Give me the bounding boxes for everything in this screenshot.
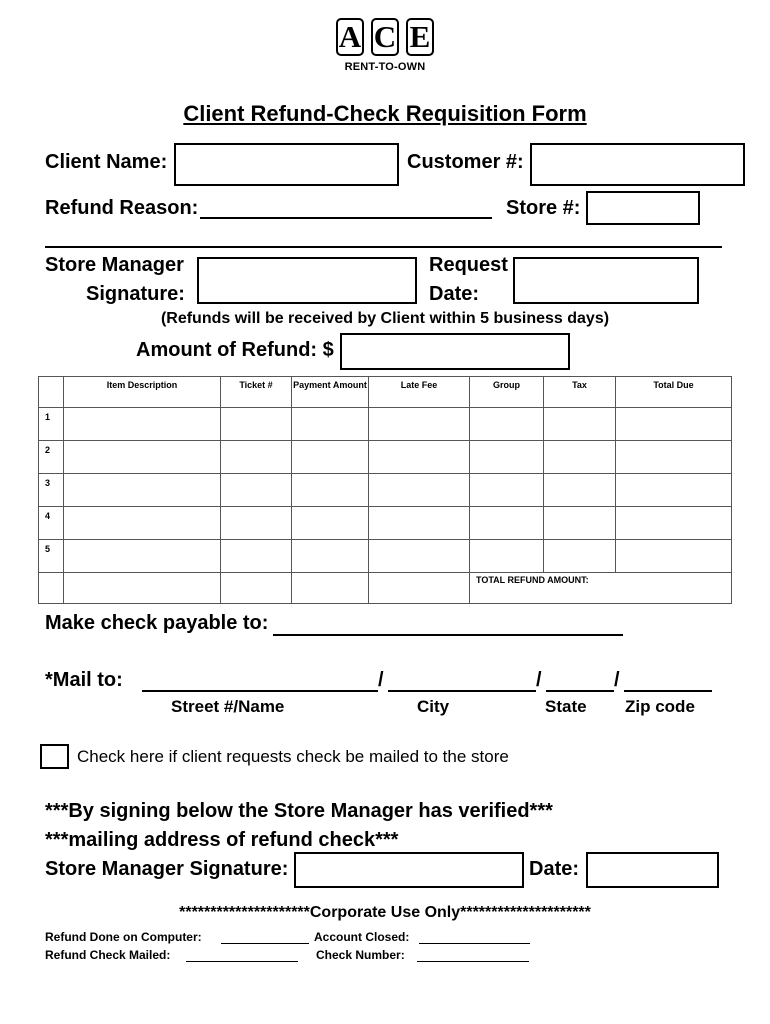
customer-number-label: Customer #: [407, 151, 524, 173]
cell-item-description[interactable] [64, 540, 221, 573]
empty-cell [292, 573, 369, 604]
table-row [39, 507, 732, 540]
empty-cell [39, 573, 64, 604]
check-number-line[interactable] [417, 949, 529, 962]
slash-separator: / [378, 669, 384, 691]
cell-tax[interactable] [544, 441, 616, 474]
header-tax: Tax [544, 377, 616, 408]
cell-group[interactable] [470, 408, 544, 441]
empty-cell [221, 573, 292, 604]
cell-ticket-number[interactable] [221, 540, 292, 573]
refund-reason-line[interactable] [200, 197, 492, 219]
mail-to-store-checkbox-label: Check here if client requests check be mailed to the store [77, 747, 509, 766]
total-refund-amount-label[interactable]: TOTAL REFUND AMOUNT: [470, 573, 732, 604]
header-group: Group [470, 377, 544, 408]
cell-group[interactable] [470, 441, 544, 474]
cell-total-due[interactable] [616, 408, 732, 441]
verification-line-2: ***mailing address of refund check*** [45, 829, 399, 851]
cell-payment-amount[interactable] [292, 441, 369, 474]
refund-reason-continuation-line[interactable] [45, 226, 722, 248]
header-index [39, 377, 64, 408]
table-row [39, 474, 732, 507]
row-number: 4 [39, 507, 64, 540]
refund-done-label: Refund Done on Computer: [45, 930, 202, 944]
cell-item-description[interactable] [64, 474, 221, 507]
logo-letter-c: C [371, 18, 399, 56]
logo-letter-a: A [336, 18, 364, 56]
cell-late-fee[interactable] [369, 441, 470, 474]
cell-ticket-number[interactable] [221, 408, 292, 441]
row-number: 1 [39, 408, 64, 441]
cell-late-fee[interactable] [369, 507, 470, 540]
cell-ticket-number[interactable] [221, 507, 292, 540]
check-mailed-label: Refund Check Mailed: [45, 948, 171, 962]
cell-ticket-number[interactable] [221, 474, 292, 507]
header-late-fee: Late Fee [369, 377, 470, 408]
table-row [39, 408, 732, 441]
request-date-field[interactable] [513, 257, 699, 304]
cell-late-fee[interactable] [369, 540, 470, 573]
refund-notice: (Refunds will be received by Client within 5 business days) [160, 310, 610, 327]
cell-tax[interactable] [544, 540, 616, 573]
mail-to-store-checkbox[interactable] [40, 744, 69, 769]
state-line[interactable] [546, 670, 614, 692]
cell-group[interactable] [470, 507, 544, 540]
final-signature-field[interactable] [294, 852, 524, 888]
empty-cell [369, 573, 470, 604]
cell-late-fee[interactable] [369, 474, 470, 507]
cell-total-due[interactable] [616, 474, 732, 507]
account-closed-line[interactable] [419, 931, 530, 944]
refund-done-line[interactable] [221, 931, 309, 944]
final-date-label: Date: [529, 858, 580, 880]
table-total-row [39, 573, 732, 604]
street-line[interactable] [142, 670, 378, 692]
store-manager-signature-field[interactable] [197, 257, 417, 304]
refund-reason-label: Refund Reason: [45, 197, 199, 219]
cell-group[interactable] [470, 540, 544, 573]
amount-of-refund-label: Amount of Refund: $ [136, 339, 334, 361]
cell-group[interactable] [470, 474, 544, 507]
request-date-label: Date: [429, 283, 480, 305]
cell-total-due[interactable] [616, 507, 732, 540]
corporate-use-heading: *********************Corporate Use Only********************* [179, 904, 591, 921]
row-number: 5 [39, 540, 64, 573]
table-row [39, 441, 732, 474]
cell-payment-amount[interactable] [292, 474, 369, 507]
final-date-field[interactable] [586, 852, 719, 888]
cell-tax[interactable] [544, 507, 616, 540]
cell-item-description[interactable] [64, 441, 221, 474]
header-payment-amount: Payment Amount [292, 377, 369, 408]
street-caption: Street #/Name [171, 697, 285, 716]
payable-to-line[interactable] [273, 614, 623, 636]
cell-payment-amount[interactable] [292, 540, 369, 573]
client-name-label: Client Name: [45, 151, 168, 173]
final-signature-label: Store Manager Signature: [45, 858, 289, 880]
request-label: Request [429, 254, 508, 276]
check-number-label: Check Number: [316, 948, 405, 962]
account-closed-label: Account Closed: [314, 930, 410, 944]
logo-subtitle: RENT-TO-OWN [344, 61, 426, 73]
cell-payment-amount[interactable] [292, 507, 369, 540]
cell-tax[interactable] [544, 474, 616, 507]
slash-separator: / [536, 669, 542, 691]
customer-number-field[interactable] [530, 143, 745, 186]
table-row [39, 540, 732, 573]
cell-item-description[interactable] [64, 507, 221, 540]
store-manager-label: Store Manager [45, 254, 184, 276]
slash-separator: / [614, 669, 620, 691]
form-title: Client Refund-Check Requisition Form [183, 101, 587, 126]
header-ticket-number: Ticket # [221, 377, 292, 408]
table-header-row [39, 377, 732, 408]
mail-to-label: *Mail to: [45, 669, 123, 691]
row-number: 2 [39, 441, 64, 474]
ace-logo [336, 18, 434, 78]
cell-tax[interactable] [544, 408, 616, 441]
store-number-label: Store #: [506, 197, 581, 219]
state-caption: State [545, 697, 587, 716]
cell-item-description[interactable] [64, 408, 221, 441]
make-check-payable-label: Make check payable to: [45, 612, 269, 634]
header-item-description: Item Description [64, 377, 221, 408]
client-name-field[interactable] [174, 143, 399, 186]
signature-label: Signature: [86, 283, 185, 305]
zip-line[interactable] [624, 670, 712, 692]
verification-line-1: ***By signing below the Store Manager has verified*** [45, 800, 553, 822]
zip-caption: Zip code [625, 697, 695, 716]
cell-late-fee[interactable] [369, 408, 470, 441]
empty-cell [64, 573, 221, 604]
refund-items-table [38, 376, 732, 604]
city-caption: City [417, 697, 450, 716]
cell-ticket-number[interactable] [221, 441, 292, 474]
logo-letter-e: E [406, 18, 434, 56]
store-number-field[interactable] [586, 191, 700, 225]
cell-payment-amount[interactable] [292, 408, 369, 441]
row-number: 3 [39, 474, 64, 507]
header-total-due: Total Due [616, 377, 732, 408]
check-mailed-line[interactable] [186, 949, 298, 962]
city-line[interactable] [388, 670, 536, 692]
cell-total-due[interactable] [616, 540, 732, 573]
cell-total-due[interactable] [616, 441, 732, 474]
amount-of-refund-field[interactable] [340, 333, 570, 370]
